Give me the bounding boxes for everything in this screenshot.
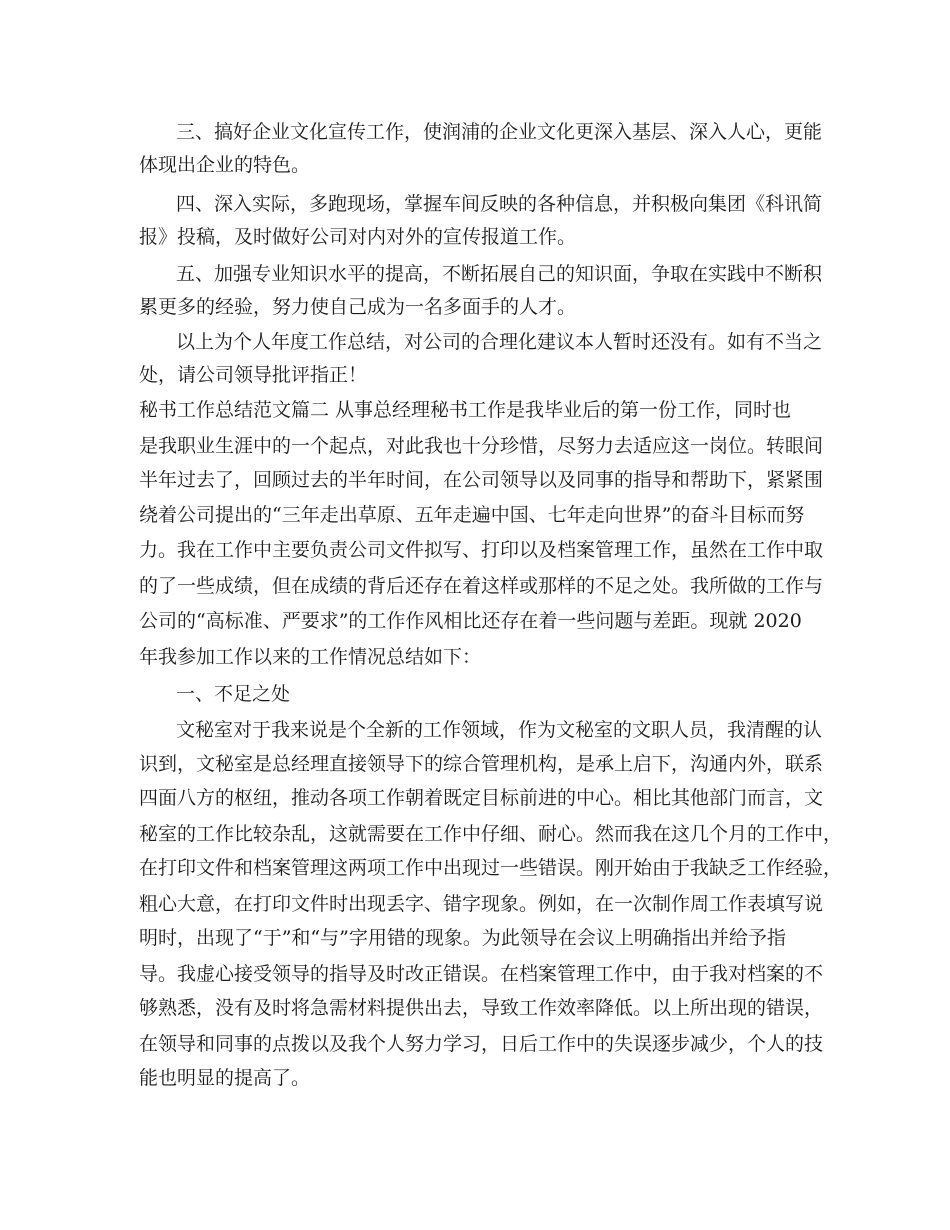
paragraph-line: 四面八方的枢纽，推动各项工作朝着既定目标前进的中心。相比其他部门而言，文 [139, 787, 824, 809]
paragraph-line: 年我参加工作以来的工作情况总结如下： [139, 646, 482, 668]
paragraph-line: 四、深入实际，多跑现场，掌握车间反映的各种信息，并积极向集团《科讯简 [176, 193, 823, 215]
paragraph-line: 绕着公司提出的“三年走出草原、五年走遍中国、七年走向世界”的奋斗目标而努 [139, 504, 805, 526]
section-heading: 一、不足之处 [176, 683, 291, 705]
paragraph-line: 报》投稿，及时做好公司对内对外的宣传报道工作。 [139, 226, 577, 248]
paragraph-line: 能也明显的提高了。 [139, 1067, 311, 1089]
paragraph-line: 半年过去了，回顾过去的半年时间，在公司领导以及同事的指导和帮助下，紧紧围 [139, 469, 824, 491]
paragraph-line: 粗心大意，在打印文件时出现丢字、错字现象。例如，在一次制作周工作表填写说 [139, 893, 824, 915]
paragraph-line: 够熟悉，没有及时将急需材料提供出去，导致工作效率降低。以上所出现的错误， [139, 997, 824, 1019]
paragraph-line: 在领导和同事的点拨以及我个人努力学习，日后工作中的失误逐步减少，个人的技 [139, 1033, 824, 1055]
paragraph-line: 文秘室对于我来说是个全新的工作领域，作为文秘室的文职人员，我清醒的认 [176, 719, 823, 741]
paragraph-line: 是我职业生涯中的一个起点，对此我也十分珍惜，尽努力去适应这一岗位。转眼间 [139, 435, 824, 457]
paragraph-line: 秘书工作总结范文篇二 从事总经理秘书工作是我毕业后的第一份工作，同时也 [139, 399, 792, 421]
paragraph-line: 处，请公司领导批评指正！ [139, 364, 368, 386]
paragraph-line: 导。我虚心接受领导的指导及时改正错误。在档案管理工作中，由于我对档案的不 [139, 963, 824, 985]
paragraph-line: 体现出企业的特色。 [139, 154, 311, 176]
paragraph-line: 累更多的经验，努力使自己成为一名多面手的人才。 [139, 296, 577, 318]
paragraph-line: 的了一些成绩，但在成绩的背后还存在着这样或那样的不足之处。我所做的工作与 [139, 575, 824, 597]
paragraph-line: 明时，出现了“于”和“与”字用错的现象。为此领导在会议上明确指出并给予指 [139, 927, 786, 949]
paragraph-line: 三、搞好企业文化宣传工作，使润浦的企业文化更深入基层、深入人心，更能 [176, 121, 823, 143]
paragraph-line: 在打印文件和档案管理这两项工作中出现过一些错误。刚开始由于我缺乏工作经验， [139, 857, 843, 879]
paragraph-line: 识到，文秘室是总经理直接领导下的综合管理机构，是承上启下，沟通内外，联系 [139, 753, 824, 775]
paragraph-line: 公司的“高标准、严要求”的工作作风相比还存在着一些问题与差距。现就 2020 [139, 610, 802, 632]
paragraph-line: 五、加强专业知识水平的提高，不断拓展自己的知识面，争取在实践中不断积 [176, 263, 823, 285]
paragraph-line: 以上为个人年度工作总结，对公司的合理化建议本人暂时还没有。如有不当之 [176, 331, 823, 353]
paragraph-line: 力。我在工作中主要负责公司文件拟写、打印以及档案管理工作，虽然在工作中取 [139, 539, 824, 561]
paragraph-line: 秘室的工作比较杂乱，这就需要在工作中仔细、耐心。然而我在这几个月的工作中， [139, 823, 843, 845]
